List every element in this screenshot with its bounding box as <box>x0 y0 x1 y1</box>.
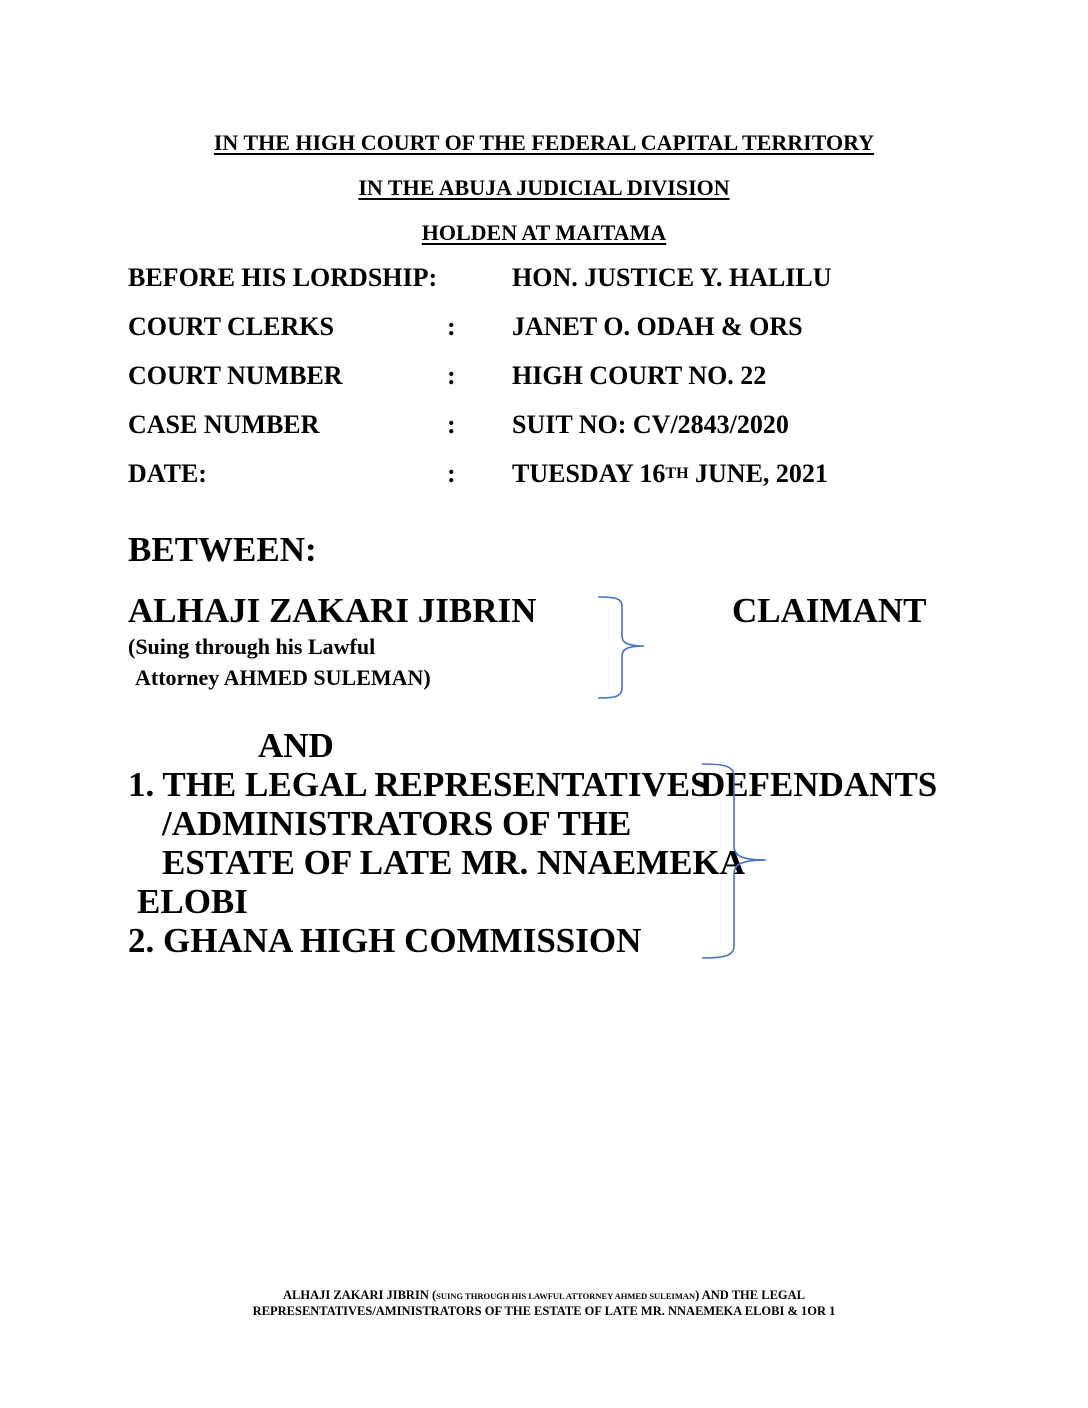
date-suffix: TH <box>665 465 689 482</box>
date-label: DATE: <box>128 459 207 488</box>
footer-text-b: ) AND THE LEGAL <box>695 1288 805 1302</box>
and-connector: AND <box>258 726 334 765</box>
date-rest: JUNE, 2021 <box>688 459 828 488</box>
claimant-role: CLAIMANT <box>732 591 927 630</box>
between-heading: BETWEEN: <box>128 530 317 569</box>
date-value <box>512 459 828 489</box>
claimant-brace <box>596 596 648 700</box>
defendant1-line3: ESTATE OF LATE MR. NNAEMEKA <box>162 843 746 882</box>
court-clerks-colon: : <box>447 312 456 341</box>
footer-text-a: ALHAJI ZAKARI JIBRIN ( <box>282 1288 437 1302</box>
court-number-colon: : <box>447 361 456 390</box>
defendant1-line4: ELOBI <box>137 882 248 921</box>
lordship-value: HON. JUSTICE Y. HALILU <box>512 263 832 292</box>
case-number-colon: : <box>447 410 456 439</box>
claimant-name: ALHAJI ZAKARI JIBRIN <box>128 591 537 630</box>
footer-text-smallcaps: SUING THROUGH HIS LAWFUL ATTORNEY AHMED SULEIMAN <box>436 1291 696 1301</box>
defendants-brace <box>700 762 770 962</box>
court-clerks-label: COURT CLERKS <box>128 312 334 341</box>
footer-line2: REPRESENTATIVES/AMINISTRATORS OF THE ESTATE OF LATE MR. NNAEMEKA ELOBI & 1OR 1 <box>252 1304 836 1318</box>
holden-at: HOLDEN AT MAITAMA <box>421 220 667 245</box>
defendant1-line1: 1. THE LEGAL REPRESENTATIVES <box>128 765 710 804</box>
defendant2: 2. GHANA HIGH COMMISSION <box>128 921 642 960</box>
judicial-division: IN THE ABUJA JUDICIAL DIVISION <box>358 175 730 200</box>
court-number-label: COURT NUMBER <box>128 361 343 390</box>
lordship-label: BEFORE HIS LORDSHIP: <box>128 263 438 292</box>
case-number-value: SUIT NO: CV/2843/2020 <box>512 410 789 439</box>
court-title: IN THE HIGH COURT OF THE FEDERAL CAPITAL TERRITORY <box>213 130 875 155</box>
court-clerks-value: JANET O. ODAH & ORS <box>512 312 803 341</box>
date-colon: : <box>447 459 456 488</box>
claimant-note-line2: Attorney AHMED SULEMAN) <box>135 665 431 690</box>
case-number-label: CASE NUMBER <box>128 410 320 439</box>
date-day: TUESDAY 16 <box>512 459 666 488</box>
court-number-value: HIGH COURT NO. 22 <box>512 361 767 390</box>
footer-line1 <box>0 1287 1088 1304</box>
defendants-role: DEFENDANTS <box>700 765 938 804</box>
defendant1-line2: /ADMINISTRATORS OF THE <box>162 804 632 843</box>
claimant-note-line1: (Suing through his Lawful <box>128 634 376 659</box>
